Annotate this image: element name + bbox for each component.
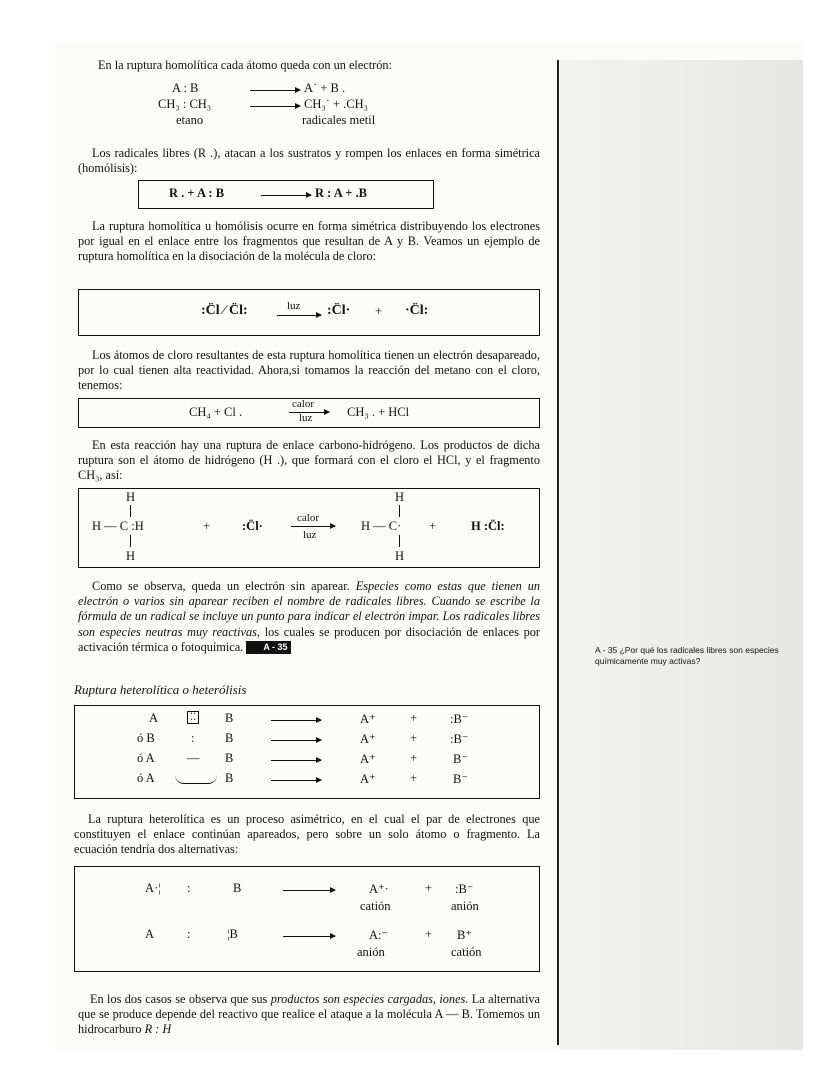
row1-right: B: [225, 711, 234, 725]
paragraph-radicals: Los radicales libres (R .), atacan a los sustratos y rompen los enlaces en forma simétrica (homólisis):: [78, 146, 540, 176]
row1-p1: A⁺: [360, 712, 376, 726]
alt1-arrow: [283, 890, 335, 891]
box-methane: [78, 398, 540, 428]
row1-left: A: [149, 711, 159, 725]
row3-arrow: [271, 760, 321, 761]
row4-left: ó A: [137, 771, 155, 785]
box2-product2: ·C̈l:: [405, 303, 429, 318]
alt2-colon: :: [187, 927, 191, 941]
row4-right: B: [225, 771, 234, 785]
observe-italic: Especies como estas que tienen un electrón o varios sin aparear reciben el nombre de radicales libres. Cuando se escribe la fórmula de un radical se incluye un punto para indicar el electrón impar. Los radicales libres son especies neutras muy reactivas,: [78, 579, 541, 639]
label-radicales: radicales metil: [302, 113, 376, 127]
row3-p1: A⁺: [360, 752, 376, 766]
box-alternatives: [74, 866, 540, 972]
box4-hcl: H :C̈l:: [471, 519, 505, 533]
box4-right-mol: H — C·: [361, 519, 402, 533]
final-formula: R : H: [144, 1022, 172, 1037]
paragraph-final: [78, 992, 540, 1038]
sidebar-question: A - 35 ¿Por qué los radicales libres son especies químicamente muy activas?: [595, 645, 779, 666]
eq1-arrow: [250, 90, 300, 91]
box4-left-mol: H — C :H: [92, 519, 144, 533]
question-tag[interactable]: A - 35: [246, 641, 290, 654]
alt2-b: ¦B: [227, 927, 238, 941]
eq1-left: A : B: [172, 81, 199, 95]
box4-bond-top2: [399, 505, 400, 517]
eq2-left: CH₃ : CH₃: [158, 97, 212, 111]
row2-plus: +: [410, 731, 418, 745]
row3-plus: +: [410, 751, 418, 765]
box3-reactants: CH₄ + Cl .: [189, 405, 243, 419]
box4-bond-bottom: [130, 535, 131, 547]
row4-p1: A⁺: [360, 772, 376, 786]
alt2-plus: +: [425, 927, 433, 941]
box1-right: R : A + .B: [315, 186, 367, 200]
row2-arrow: [271, 740, 321, 741]
alt2-p2: B⁺: [457, 928, 472, 942]
row4-plus: +: [410, 771, 418, 785]
box4-h-top: H: [126, 490, 136, 504]
alt2-label2: catión: [451, 945, 482, 959]
box3-cond-top: calor: [292, 398, 314, 410]
box4-bond-top: [130, 505, 131, 517]
box4-cl: :C̈l·: [242, 519, 263, 533]
alt2-arrow: [283, 936, 335, 937]
box-radical-attack: [138, 180, 434, 209]
box4-h-bottom: H: [126, 549, 136, 563]
box4-plus1: +: [203, 519, 211, 533]
eq2-right: CH₃˙ + .CH₃: [304, 97, 369, 111]
paragraph-heterolysis: La ruptura heterolítica es un proceso asimétrico, en el cual el par de electrones que constituyen el enlace continúan apareados, pero sobre un solo átomo o fragmento. La ecuación tendría dos alternativas:: [74, 812, 540, 857]
paragraph-chlorine: Los átomos de cloro resultantes de esta ruptura homolítica tienen un electrón desapareado, por lo cual tienen alta reactividad. Ahora,si tomamos la reacción del metano con el cloro, tenemos:: [78, 348, 540, 393]
box4-cond-top: calor: [297, 512, 319, 524]
box-heterolysis: [74, 705, 540, 799]
row2-p2: :B⁻: [450, 732, 469, 746]
intro-text: En la ruptura homolítica cada átomo queda con un electrón:: [98, 58, 392, 72]
eq2-arrow: [250, 106, 300, 107]
row3-bond: —: [187, 751, 200, 765]
paragraph-homolysis: La ruptura homolítica u homólisis ocurre en forma simétrica distribuyendo los electrones por igual en el enlace entre los fragmentos que resultan de A y B. Veamos un ejemplo de ruptura homolítica en la disociación de la molécula de cloro:: [78, 219, 540, 264]
alt1-b: B: [233, 881, 242, 895]
row3-p2: B⁻: [453, 752, 468, 766]
row2-right: B: [225, 731, 234, 745]
observe-plain: Como se observa, queda un electrón sin aparear.: [92, 579, 350, 593]
box2-arrow: [277, 315, 321, 316]
box2-left: :C̈l ⁄ C̈l:: [201, 303, 248, 318]
box1-arrow: [261, 195, 311, 196]
section-heading: Ruptura heterolítica o heterólisis: [74, 682, 247, 697]
box3-cond-bottom: luz: [299, 412, 313, 424]
final-b: La alternativa que se produce depende del reactivo que realice el ataque a la molécula A — B. Tomemos un hidrocarburo: [78, 992, 540, 1037]
row3-left: ó A: [137, 751, 155, 765]
row1-arrow: [271, 720, 321, 721]
row1-pair: ⁚⁚: [187, 711, 199, 724]
box3-products: CH₃ . + HCl: [347, 405, 410, 419]
row4-arc: [175, 775, 217, 784]
alt1-plus: +: [425, 881, 433, 895]
box2-condition: luz: [287, 300, 301, 312]
box1-left: R . + A : B: [169, 186, 225, 200]
box4-cond-bottom: luz: [303, 529, 317, 541]
box4-h-bottom2: H: [395, 549, 405, 563]
alt1-colon: :: [187, 881, 191, 895]
alt1-p2: :B⁻: [455, 882, 474, 896]
page-margin-shade: [560, 60, 803, 1050]
row4-arrow: [271, 780, 321, 781]
alt1-p1: A⁺·: [369, 882, 389, 896]
row2-pair: :: [191, 731, 195, 745]
eq1-right: A˙ + B .: [304, 81, 346, 95]
box4-bond-bottom2: [399, 535, 400, 547]
row2-p1: A⁺: [360, 732, 376, 746]
final-a: En los dos casos se observa que sus: [90, 992, 268, 1006]
box4-plus2: +: [429, 519, 437, 533]
box-chlorine: [78, 289, 540, 336]
row4-p2: B⁻: [453, 772, 468, 786]
row1-plus: +: [410, 711, 418, 725]
paragraph-reaction: En esta reacción hay una ruptura de enlace carbono-hidrógeno. Los productos de dicha ruptura son el átomo de hidrógeno (H .), que formará con el cloro el HCl, y el fragmento CH₃, así:: [78, 438, 540, 483]
row1-p2: :B⁻: [450, 712, 469, 726]
column-divider: [557, 60, 559, 1045]
label-etano: etano: [176, 113, 204, 127]
alt2-a: A: [145, 927, 155, 941]
alt2-p1: A:⁻: [369, 928, 389, 942]
alt1-label2: anión: [451, 899, 479, 913]
observe-end: los cuales se producen por disociación de enlaces por activación térmica o fotoquímica.: [78, 624, 541, 654]
paragraph-free-radicals: [78, 579, 540, 655]
final-italic: productos son especies cargadas, iones.: [270, 992, 469, 1006]
row2-left: ó B: [137, 731, 155, 745]
alt1-label1: catión: [360, 899, 391, 913]
box4-arrow: [291, 526, 335, 527]
box2-plus: +: [375, 304, 383, 318]
box-methane-structure: [78, 488, 540, 568]
box4-h-top2: H: [395, 490, 405, 504]
box2-product1: :C̈l·: [327, 303, 351, 318]
alt2-label1: anión: [357, 945, 385, 959]
alt1-a: A·¦: [145, 881, 161, 895]
row3-right: B: [225, 751, 234, 765]
